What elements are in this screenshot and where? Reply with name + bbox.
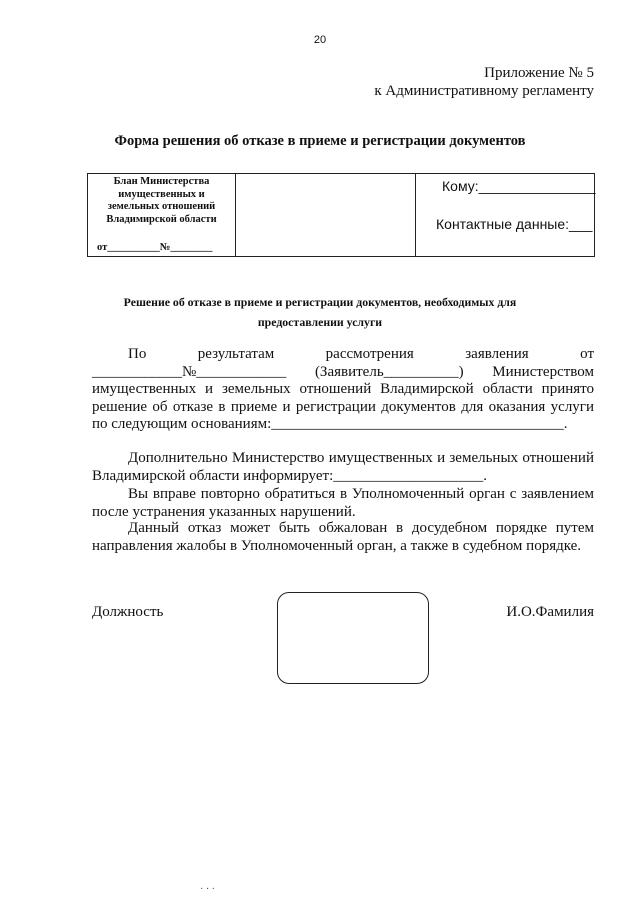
word: Министерством [492,363,594,380]
appendix-reference: к Административному регламенту [374,83,594,99]
blank-line-2: имущественных и [118,188,205,200]
scan-specks: · · · [200,884,215,895]
ministry-blank-cell [88,174,236,256]
paragraph-results-line-1 [92,346,594,364]
appendix-number: Приложение № 5 [484,65,594,81]
signature-stamp-box [277,592,429,684]
application-number-field[interactable]: ____________№____________ [92,363,287,380]
paragraph-results [92,346,594,434]
word: По [128,346,147,362]
name-label: И.О.Фамилия [506,604,594,620]
word: рассмотрения [325,346,414,362]
paragraph-results-line-2 [92,364,594,382]
form-title: Форма решения об отказе в приеме и регистрации документов [114,133,526,149]
empty-cell [236,174,416,256]
word: результатам [197,346,275,362]
word: от [580,346,594,362]
blank-line-1: Блан Министерства [113,176,210,187]
decision-title-line-2: предоставлении услуги [257,315,383,329]
blank-line-3: земельных отношений [107,201,216,212]
word: заявления [465,346,529,362]
recipient-cell [416,174,594,256]
blank-date-number: от__________№________ [97,241,213,253]
paragraph-appeal: Данный отказ может быть обжалован в досудебном порядке путем направления жалобы в Уполномоченный орган, а также в судебном порядке. [92,520,594,554]
paragraph-additional: Дополнительно Министерство имущественных и земельных отношений Владимирской области информирует:____________________. [92,450,594,484]
decision-title-line-1: Решение об отказе в приеме и регистрации документов, необходимых для [123,295,517,309]
paragraph-results-rest: имущественных и земельных отношений Владимирской области принято решение об отказе в приеме и регистрации документов для оказания услуги по следующим основаниям:_______________________________________. [92,381,594,432]
header-table [87,173,595,257]
applicant-field[interactable]: (Заявитель__________) [314,363,464,380]
page-number: 20 [313,34,327,46]
contact-field[interactable]: Контактные данные:___ [436,216,593,232]
blank-line-4: Владимирской области [106,213,217,225]
to-field[interactable]: Кому:_______________ [442,178,596,194]
paragraph-reapply: Вы вправе повторно обратиться в Уполномоченный орган с заявлением после устранения указанных нарушений. [92,486,594,520]
decision-title [0,292,640,332]
appendix-header [374,64,594,100]
position-label: Должность [92,604,164,620]
